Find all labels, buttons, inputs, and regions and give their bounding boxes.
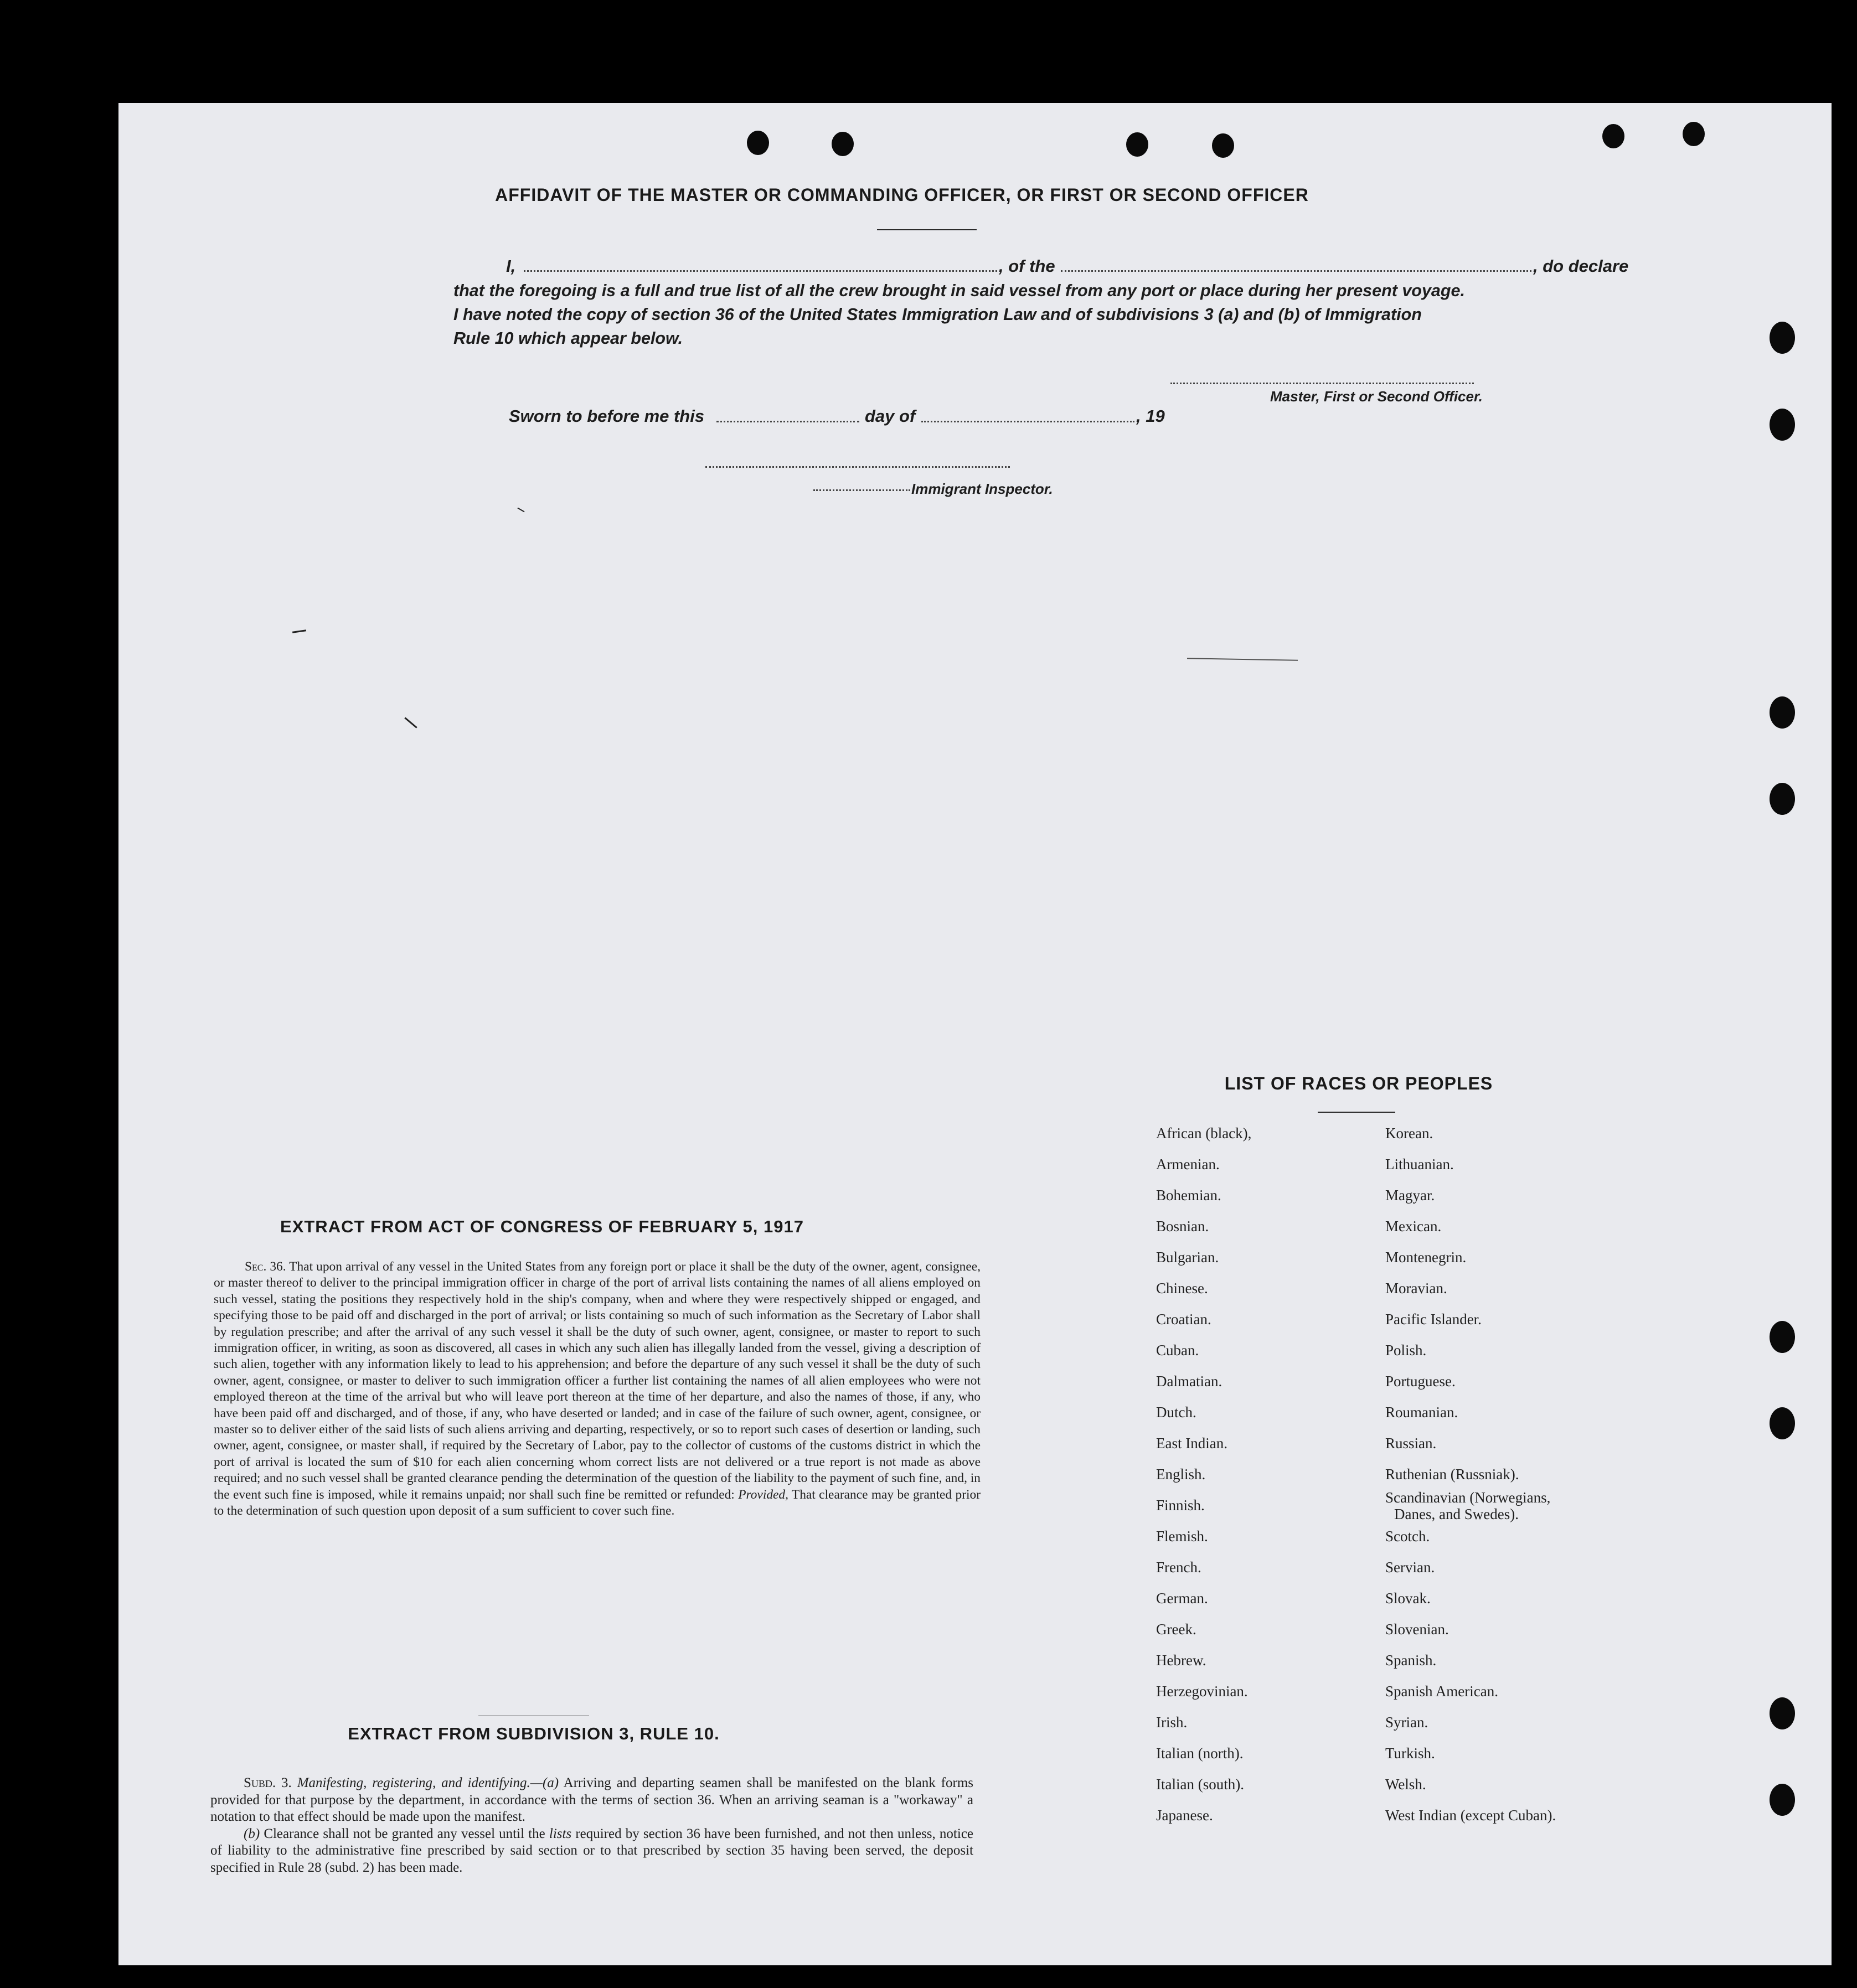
race-item: Syrian. xyxy=(1385,1714,1428,1731)
race-item: Flemish. xyxy=(1156,1528,1208,1545)
year-label: , 19 xyxy=(1136,406,1165,426)
race-item: Welsh. xyxy=(1385,1776,1426,1793)
punch-hole xyxy=(1602,124,1624,148)
race-item: East Indian. xyxy=(1156,1435,1227,1452)
race-item: Japanese. xyxy=(1156,1807,1213,1824)
punch-hole xyxy=(1770,322,1795,354)
race-item: Korean. xyxy=(1385,1125,1433,1142)
race-item: Portuguese. xyxy=(1385,1373,1456,1390)
extract-rule-title: EXTRACT FROM SUBDIVISION 3, RULE 10. xyxy=(348,1724,720,1743)
master-signature-blank xyxy=(1170,383,1474,384)
race-item: Slovenian. xyxy=(1385,1621,1449,1638)
punch-hole xyxy=(1683,122,1705,146)
race-item: Slovak. xyxy=(1385,1590,1431,1607)
race-item: Italian (south). xyxy=(1156,1776,1244,1793)
divider xyxy=(1318,1112,1395,1113)
races-title: LIST OF RACES OR PEOPLES xyxy=(1224,1073,1493,1093)
divider xyxy=(877,229,977,230)
affidavit-of-the: , of the xyxy=(999,256,1055,276)
affidavit-i-label: I, xyxy=(506,256,516,276)
punch-hole xyxy=(832,132,854,156)
punch-hole xyxy=(1212,133,1234,158)
punch-hole xyxy=(1770,1321,1795,1353)
race-item: Mexican. xyxy=(1385,1218,1442,1235)
affidavit-line-3: I have noted the copy of section 36 of the United States Immigration Law and of subdivisions 3 (a) and (b) of Immigration xyxy=(453,305,1422,324)
vessel-blank xyxy=(1061,270,1531,272)
race-item: Scotch. xyxy=(1385,1528,1430,1545)
inspector-signature-blank-2 xyxy=(813,489,910,491)
sworn-month-blank xyxy=(921,421,1134,422)
race-item: Irish. xyxy=(1156,1714,1188,1731)
race-item: Dutch. xyxy=(1156,1404,1196,1421)
speck xyxy=(404,717,417,728)
race-item: Montenegrin. xyxy=(1385,1249,1467,1266)
race-item: Pacific Islander. xyxy=(1385,1311,1482,1328)
race-item: German. xyxy=(1156,1590,1208,1607)
race-item: Bulgarian. xyxy=(1156,1249,1219,1266)
race-item: Spanish. xyxy=(1385,1652,1437,1669)
provided-label: Provided, xyxy=(738,1487,788,1502)
subd-a-text: Arriving and departing seamen shall be manifested on the blank forms provided for that purpose by the department, in accordance with the terms of section 36. When an arriving seaman is a "workaway" a notation to that effect should be made upon the manifest. xyxy=(210,1775,973,1824)
race-item: Bosnian. xyxy=(1156,1218,1209,1235)
sworn-label: Sworn to before me this xyxy=(509,406,705,426)
section-body: That upon arrival of any vessel in the United States from any foreign port or place it shall be the duty of the owner, agent, consignee, or master thereof to deliver to the principal immigration officer in charge of the port of arrival lists containing the names of all aliens employed on such vessel, stating the positions they respectively hold in the ship's company, when and where they were respectively shipped or engaged, and specifying those to be paid off and discharged in the port of arrival; or lists containing so much of such information as the Secretary of Labor shall by regulation prescribe; and after the arrival of any such vessel it shall be the duty of such owner, agent, consignee, or master to report to such immigration officer, in writing, as soon as discovered, all cases in which any such alien has illegally landed from the vessel, giving a description of such alien, together with any information likely to lead to his apprehension; and before the departure of any such vessel it shall be the duty of such owner, agent, consignee, or master to deliver to such immigration officer a further list containing the names of all alien employees who were not employed thereon at the time of the arrival but who will leave port thereon at the time of her departure, and also the names of those, if any, who have been paid off and discharged, and of those, if any, who have deserted or landed; and in case of the failure of such owner, agent, consignee, or master so to deliver either of the said lists of such aliens arriving and departing, respectively, or so to report such cases of desertion or landing, such owner, agent, consignee, or master shall, if required by the Secretary of Labor, pay to the collector of customs of the customs district in which the port of arrival is located the sum of $10 for each alien concerning whom correct lists are not delivered or a true report is not made as above required; and no such vessel shall be granted clearance pending the determination of the question of the liability to the payment of such fine, and, in the event such fine is imposed, while it remains unpaid; nor shall such fine be remitted or refunded: xyxy=(214,1259,981,1502)
race-item: Bohemian. xyxy=(1156,1187,1221,1204)
section-label: Sec. 36. xyxy=(245,1259,286,1274)
race-item: Cuban. xyxy=(1156,1342,1199,1359)
affidavit-do-declare: , do declare xyxy=(1533,256,1629,276)
race-item: Magyar. xyxy=(1385,1187,1435,1204)
subd-heading: Manifesting, registering, and identifying. xyxy=(297,1775,530,1790)
affidavit-line-2: that the foregoing is a full and true list of all the crew brought in said vessel from any port or place during her present voyage. xyxy=(453,281,1465,300)
subd-b-lists: lists xyxy=(549,1826,572,1841)
race-item: Greek. xyxy=(1156,1621,1196,1638)
race-item: Polish. xyxy=(1385,1342,1427,1359)
race-item: African (black), xyxy=(1156,1125,1252,1142)
punch-hole xyxy=(1770,409,1795,441)
inspector-signature-blank xyxy=(705,466,1010,468)
speck xyxy=(517,508,524,513)
speck xyxy=(292,629,306,633)
punch-hole xyxy=(1770,783,1795,815)
subd-b-label: (b) xyxy=(244,1826,260,1841)
race-item: Danes, and Swedes). xyxy=(1394,1506,1519,1522)
race-item: Chinese. xyxy=(1156,1280,1208,1297)
inspector-label: Immigrant Inspector. xyxy=(911,481,1053,497)
race-item: Turkish. xyxy=(1385,1745,1435,1762)
document-page xyxy=(118,103,1832,1965)
race-item: Croatian. xyxy=(1156,1311,1211,1328)
race-item: English. xyxy=(1156,1466,1206,1483)
subd-label: Subd. 3. xyxy=(244,1775,292,1790)
race-item: Italian (north). xyxy=(1156,1745,1244,1762)
affidavit-line-4: Rule 10 which appear below. xyxy=(453,329,683,348)
punch-hole xyxy=(1770,1784,1795,1816)
punch-hole xyxy=(747,131,769,155)
race-item: Ruthenian (Russniak). xyxy=(1385,1466,1519,1483)
race-item: French. xyxy=(1156,1559,1201,1576)
punch-hole xyxy=(1126,132,1148,157)
subd-b-text-1: Clearance shall not be granted any vessel until the xyxy=(264,1826,545,1841)
race-item: Moravian. xyxy=(1385,1280,1447,1297)
subd-a-label: —(a) xyxy=(530,1775,559,1790)
race-item: Finnish. xyxy=(1156,1497,1205,1514)
extract-act-title: EXTRACT FROM ACT OF CONGRESS OF FEBRUARY 5, 1917 xyxy=(280,1217,804,1236)
section-tail: That clearance may be granted prior to the determination of such question upon deposit of a sum sufficient to cover such fine. xyxy=(214,1487,981,1519)
punch-hole xyxy=(1770,1697,1795,1729)
rule-10-text xyxy=(210,1775,973,1876)
affidavit-title: AFFIDAVIT OF THE MASTER OR COMMANDING OFFICER, OR FIRST OR SECOND OFFICER xyxy=(495,185,1309,205)
race-item: Herzegovinian. xyxy=(1156,1683,1248,1700)
section-36-text xyxy=(214,1259,981,1520)
subd-b-text-2: required by section 36 have been furnished, and not then unless, notice of liability to the administrative fine prescribed by said section or to that prescribed by section 35 having been served, the deposit specified in Rule 28 (subd. 2) has been made. xyxy=(210,1826,974,1875)
race-item: Roumanian. xyxy=(1385,1404,1458,1421)
sworn-day-blank xyxy=(716,421,859,422)
race-item: Servian. xyxy=(1385,1559,1435,1576)
master-signature-label: Master, First or Second Officer. xyxy=(1270,388,1483,405)
punch-hole xyxy=(1770,1407,1795,1439)
punch-hole xyxy=(1770,696,1795,729)
race-item: Russian. xyxy=(1385,1435,1437,1452)
race-item: Armenian. xyxy=(1156,1156,1220,1173)
race-item: Hebrew. xyxy=(1156,1652,1206,1669)
race-item: West Indian (except Cuban). xyxy=(1385,1807,1556,1824)
race-item: Lithuanian. xyxy=(1385,1156,1454,1173)
speck xyxy=(1187,658,1298,660)
race-item: Spanish American. xyxy=(1385,1683,1498,1700)
race-item: Dalmatian. xyxy=(1156,1373,1222,1390)
name-blank xyxy=(524,270,997,272)
race-item: Scandinavian (Norwegians, xyxy=(1385,1489,1551,1506)
day-of-label: day of xyxy=(865,406,916,426)
